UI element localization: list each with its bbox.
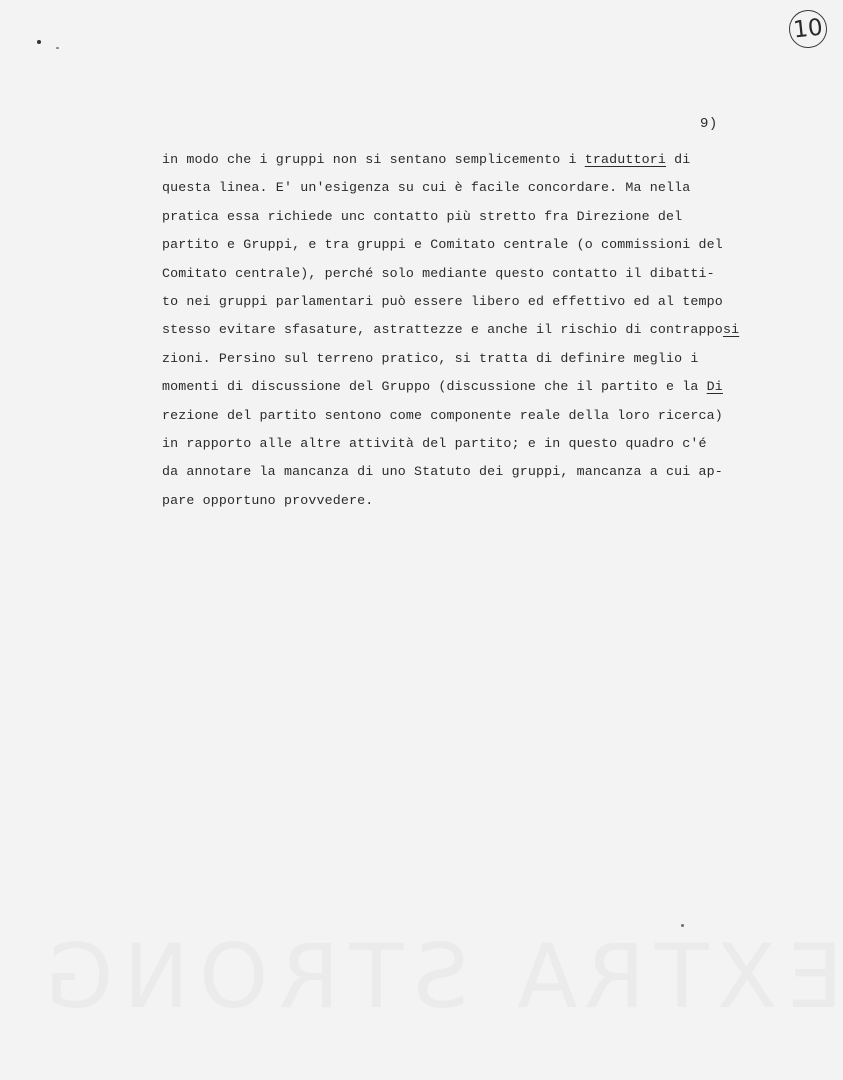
text-segment: Comitato centrale), perché solo mediante questo contatto il dibatti-: [162, 265, 715, 281]
underlined-text: traduttori: [584, 152, 667, 167]
text-line: [162, 174, 782, 202]
text-segment: zioni. Persino sul terreno pratico, si tratta di definire meglio i: [162, 350, 699, 366]
text-line: [162, 316, 782, 344]
typewritten-body: [162, 146, 782, 515]
underlined-text: si: [722, 322, 740, 338]
underlined-text: Di: [706, 379, 723, 395]
folio-number-circle: [787, 8, 829, 50]
ink-speck: [56, 47, 59, 49]
text-segment: momenti di discussione del Gruppo (discussione che il partito e la: [162, 379, 707, 395]
text-line: [162, 458, 782, 486]
text-line: [162, 373, 782, 401]
text-segment: stesso evitare sfasature, astrattezze e anche il rischio di contrappo: [162, 322, 723, 338]
text-line: [162, 203, 782, 231]
text-line: [162, 146, 782, 174]
text-line: [162, 430, 782, 458]
text-segment: to nei gruppi parlamentari può essere libero ed effettivo ed al tempo: [162, 294, 723, 310]
page-number: 9): [700, 116, 718, 132]
text-segment: da annotare la mancanza di uno Statuto dei gruppi, mancanza a cui ap-: [162, 464, 723, 480]
paper-watermark: EXTRA STRONG: [35, 925, 843, 1028]
text-line: [162, 260, 782, 288]
text-line: [162, 288, 782, 316]
text-line: [162, 345, 782, 373]
text-segment: questa linea. E' un'esigenza su cui è facile concordare. Ma nella: [162, 180, 691, 196]
text-segment: in modo che i gruppi non si sentano semplicemento i: [162, 152, 585, 167]
text-segment: rezione del partito sentono come componente reale della loro ricerca): [162, 407, 723, 423]
text-segment: pare opportuno provvedere.: [162, 492, 374, 508]
text-segment: in rapporto alle altre attività del partito; e in questo quadro c'é: [162, 436, 707, 452]
ink-speck: [37, 40, 41, 44]
text-segment: di: [666, 152, 691, 167]
text-segment: pratica essa richiede unc contatto più stretto fra Direzione del: [162, 208, 683, 224]
text-segment: partito e Gruppi, e tra gruppi e Comitato centrale (o commissioni del: [162, 237, 723, 253]
text-line: [162, 487, 782, 515]
folio-number: 10: [792, 14, 824, 44]
text-line: [162, 402, 782, 430]
text-line: [162, 231, 782, 259]
